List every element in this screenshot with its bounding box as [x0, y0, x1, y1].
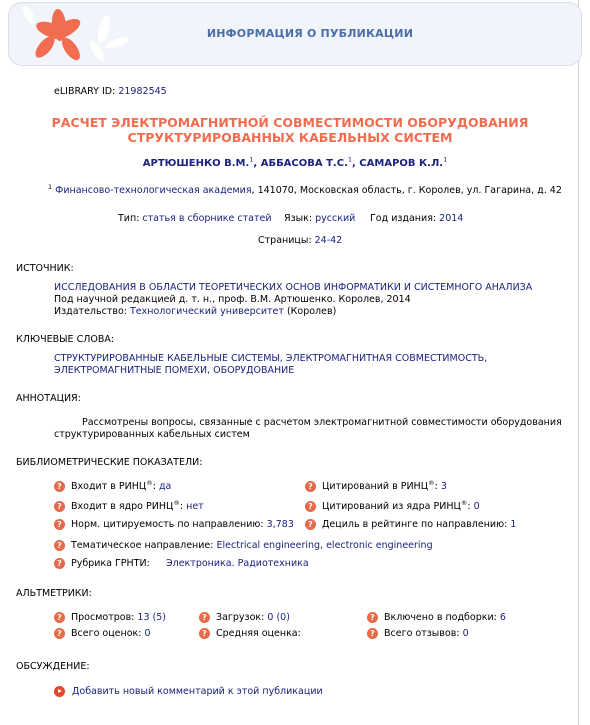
add-comment-row [54, 686, 323, 697]
keywords-line-1[interactable]: СТРУКТУРИРОВАННЫЕ КАБЕЛЬНЫЕ СИСТЕМЫ, ЭЛЕКТРОМАГНИТНАЯ СОВМЕСТИМОСТЬ, [54, 353, 488, 364]
decile-label: Дециль в рейтинге по направлению: [322, 519, 508, 530]
metric-core: ? Входит в ядро РИНЦ®: нет [54, 501, 204, 512]
language-row [284, 213, 355, 224]
keywords-line-2[interactable]: ЭЛЕКТРОМАГНИТНЫЕ ПОМЕХИ, ОБОРУДОВАНИЕ [54, 365, 295, 376]
question-icon[interactable]: ? [54, 628, 65, 639]
pages-value: 24-42 [314, 235, 343, 246]
question-icon[interactable]: ? [305, 501, 316, 512]
ratings-value: 0 [144, 628, 151, 639]
reviews-label: Всего отзывов: [384, 628, 460, 639]
annotation-line-2: структурированных кабельных систем [54, 429, 250, 440]
metric-views [54, 612, 166, 623]
metric-core-citations: ? Цитирований из ядра РИНЦ®: 0 [305, 501, 480, 512]
author-link-1[interactable]: АРТЮШЕНКО В.М. [142, 158, 250, 169]
discussion-heading: ОБСУЖДЕНИЕ: [16, 661, 90, 672]
language-label: Язык: [284, 213, 313, 224]
publisher-link[interactable]: Технологический университет [130, 306, 284, 317]
annotation-line-1: Рассмотрены вопросы, связанные с расчетом электромагнитной совместимости оборудования [82, 417, 562, 428]
source-editor: Под научной редакцией д. т. н., проф. В.М. Артюшенко. Королев, 2014 [54, 294, 411, 305]
metric-rinc: ? Входит в РИНЦ®: да [54, 481, 171, 492]
metric-theme [54, 540, 433, 551]
question-icon[interactable]: ? [54, 540, 65, 551]
elibrary-id-row [54, 86, 167, 97]
author-link-2[interactable]: АББАСОВА Т.С. [260, 158, 348, 169]
question-icon[interactable]: ? [54, 501, 65, 512]
core-value: нет [186, 501, 204, 512]
publisher-city: (Королев) [283, 306, 337, 317]
question-icon[interactable]: ? [54, 612, 65, 623]
registered-sup: ® [146, 478, 153, 487]
decile-value: 1 [510, 519, 517, 530]
views-value: 13 (5) [137, 612, 166, 623]
norm-value: 3,783 [266, 519, 294, 530]
question-icon[interactable]: ? [54, 558, 65, 569]
metric-grnti [54, 558, 150, 569]
title-line-2: СТРУКТУРИРОВАННЫХ КАБЕЛЬНЫХ СИСТЕМ [127, 130, 453, 145]
question-icon[interactable]: ? [199, 612, 210, 623]
downloads-value: 0 (0) [267, 612, 290, 623]
publisher-label: Издательство: [54, 306, 127, 317]
views-label: Просмотров: [71, 612, 135, 623]
registered-sup: ® [460, 498, 468, 507]
metric-norm [54, 519, 294, 530]
pages-row [258, 235, 342, 246]
affiliation-row [48, 182, 562, 196]
pages-label: Страницы: [258, 235, 312, 246]
reviews-value: 0 [462, 628, 469, 639]
norm-label: Норм. цитируемость по направлению: [71, 519, 264, 530]
core-label: Входит в ядро РИНЦ [71, 501, 174, 512]
core-citations-value: 0 [473, 501, 480, 512]
affiliation-link[interactable]: Финансово-технологическая академия [55, 185, 252, 196]
title-line-1: РАСЧЕТ ЭЛЕКТРОМАГНИТНОЙ СОВМЕСТИМОСТИ ОБОРУДОВАНИЯ [51, 115, 529, 130]
downloads-label: Загрузок: [216, 612, 265, 623]
core-citations-label: Цитирований из ядра РИНЦ [322, 501, 461, 512]
source-name: ИССЛЕДОВАНИЯ В ОБЛАСТИ ТЕОРЕТИЧЕСКИХ ОСНОВ ИНФОРМАТИКИ И СИСТЕМНОГО АНАЛИЗА [54, 282, 533, 293]
publication-title [20, 115, 560, 145]
play-icon[interactable] [54, 686, 65, 697]
type-label: Тип: [118, 213, 140, 224]
author-3-affiliation-sup: 1 [443, 155, 448, 164]
affiliation-address: , 141070, Московская область, г. Королев, ул. Гагарина, д. 42 [251, 185, 562, 196]
registered-sup: ® [173, 498, 180, 507]
altmetrics-heading: АЛЬТМЕТРИКИ: [16, 588, 92, 599]
add-comment-link[interactable]: Добавить новый комментарий к этой публикации [72, 686, 323, 697]
metric-reviews [367, 628, 469, 639]
registered-sup: ® [428, 478, 435, 487]
metric-average [199, 628, 301, 639]
source-heading: ИСТОЧНИК: [16, 263, 74, 274]
keywords-heading: КЛЮЧЕВЫЕ СЛОВА: [16, 334, 115, 345]
rinc-value: да [158, 481, 172, 492]
metric-ratings [54, 628, 151, 639]
collections-label: Включено в подборки: [384, 612, 497, 623]
metric-citations: ? Цитирований в РИНЦ®: 3 [305, 481, 447, 492]
metric-decile [305, 519, 516, 530]
header-panel [8, 2, 582, 66]
year-value: 2014 [439, 213, 464, 224]
citations-label: Цитирований в РИНЦ [322, 481, 429, 492]
elibrary-id-label: eLIBRARY ID: [54, 86, 116, 97]
average-label: Средняя оценка: [216, 628, 301, 639]
affiliation-sup: 1 [48, 182, 53, 191]
author-2-affiliation-sup: 1 [347, 155, 353, 164]
type-row [118, 213, 272, 224]
collections-value-link[interactable]: 6 [499, 612, 506, 623]
authors-row [0, 155, 590, 169]
author-1-affiliation-sup: 1 [249, 155, 254, 164]
question-icon[interactable]: ? [305, 481, 316, 492]
author-link-3[interactable]: САМАРОВ К.Л. [359, 158, 444, 169]
ratings-label: Всего оценок: [71, 628, 142, 639]
question-icon[interactable]: ? [54, 481, 65, 492]
year-label: Год издания: [370, 213, 437, 224]
publisher-row [54, 306, 336, 317]
citations-value-link[interactable]: 3 [440, 481, 447, 492]
question-icon[interactable]: ? [367, 628, 378, 639]
question-icon[interactable]: ? [54, 519, 65, 530]
author-separator: , [253, 158, 261, 169]
header-title: ИНФОРМАЦИЯ О ПУБЛИКАЦИИ [206, 27, 414, 40]
grnti-value-link[interactable]: Электроника. Радиотехника [166, 558, 309, 569]
metric-collections [367, 612, 506, 623]
theme-label: Тематическое направление: [71, 540, 214, 551]
biblio-heading: БИБЛИОМЕТРИЧЕСКИЕ ПОКАЗАТЕЛИ: [16, 457, 203, 468]
question-icon[interactable]: ? [199, 628, 210, 639]
type-value-link[interactable]: статья в сборнике статей [142, 213, 272, 224]
year-row [370, 213, 463, 224]
metric-downloads [199, 612, 290, 623]
annotation-heading: АННОТАЦИЯ: [16, 393, 81, 404]
language-value: русский [315, 213, 356, 224]
theme-value-link[interactable]: Electrical engineering, electronic engineering [216, 540, 433, 551]
grnti-label: Рубрика ГРНТИ: [71, 558, 150, 569]
question-icon[interactable]: ? [305, 519, 316, 530]
elibrary-id-value: 21982545 [118, 86, 167, 97]
question-icon[interactable]: ? [367, 612, 378, 623]
author-separator: , [352, 158, 360, 169]
source-name-link[interactable] [54, 282, 532, 293]
rinc-label: Входит в РИНЦ [71, 481, 147, 492]
